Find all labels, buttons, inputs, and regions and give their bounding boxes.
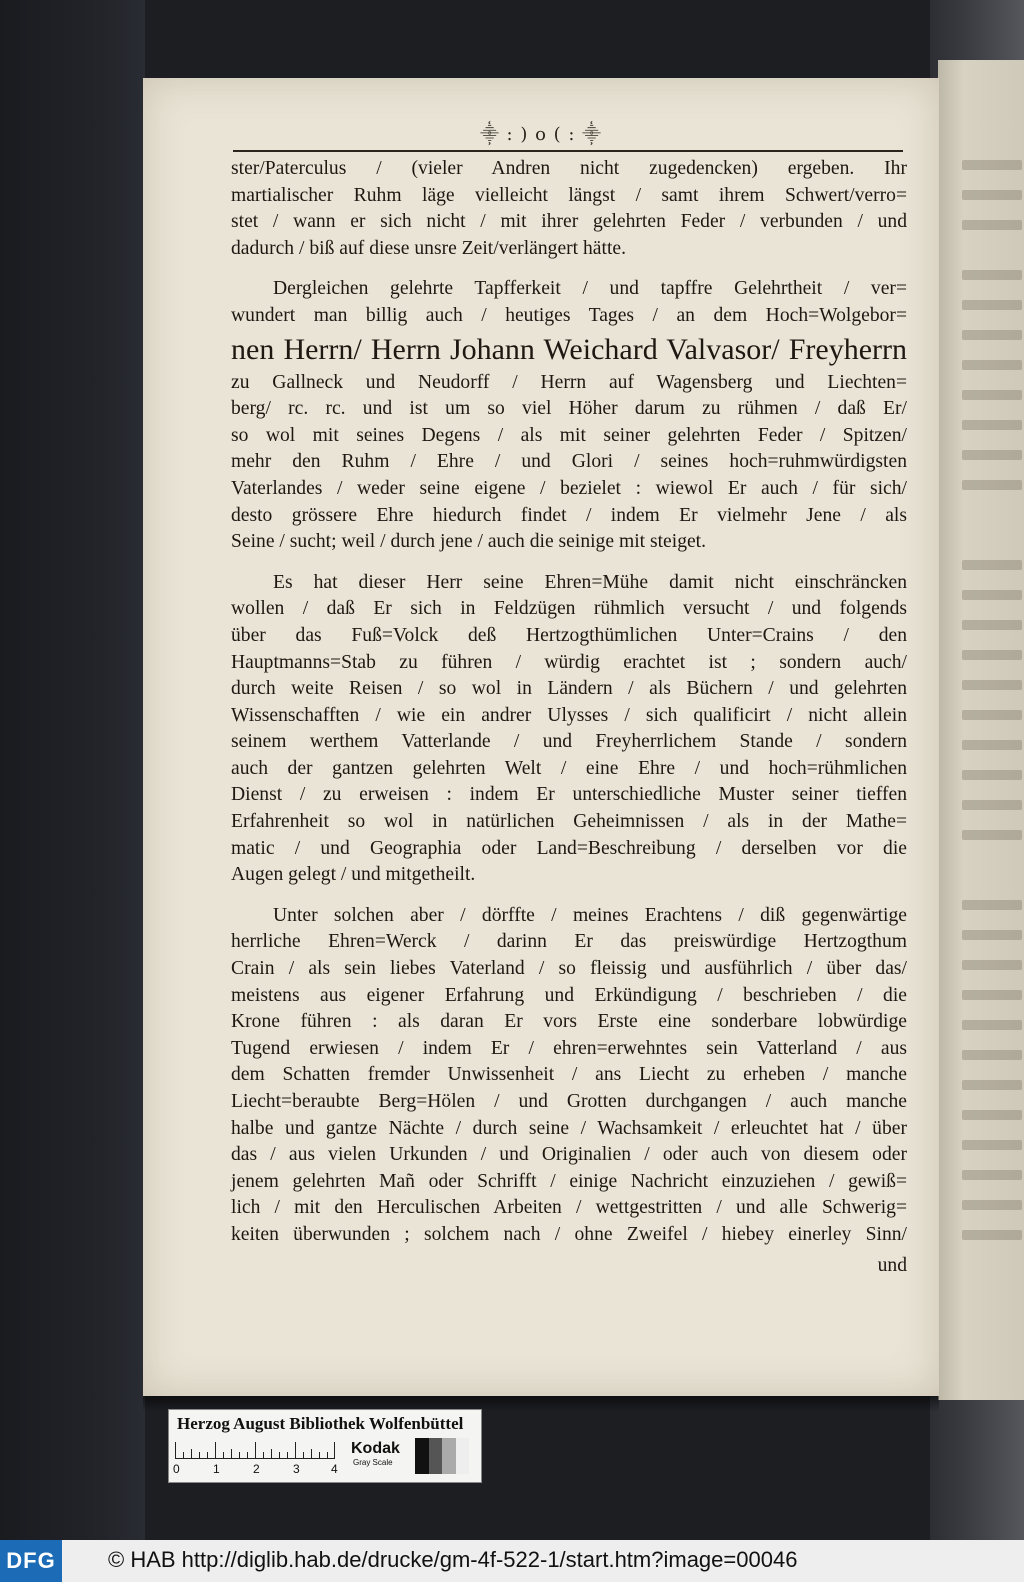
text-line: Tugend erwiesen / indem Er / ehren=erwehntes sein Vatterland / aus (231, 1037, 907, 1059)
text-line: jenem gelehrten Mañ oder Schrifft / einige Nachricht einzuziehen / gewiß= (231, 1170, 907, 1192)
ruler-number: 1 (213, 1462, 220, 1476)
text-line: keiten überwunden ; solchem nach / ohne Zweifel / hiebey einerley Sinn/ (231, 1223, 907, 1245)
ruler-number: 2 (253, 1462, 260, 1476)
text-line: Dergleichen gelehrte Tapfferkeit / und tapffre Gelehrtheit / ver= (273, 278, 907, 300)
footer-bar (0, 1540, 1024, 1582)
ruler-number: 3 (293, 1462, 300, 1476)
gray-scale-caption: Gray Scale (353, 1458, 393, 1467)
text-line: auch der gantzen gelehrten Welt / eine Ehre / und hoch=rühmlichen (231, 757, 907, 779)
text-line: Vaterlandes / weder seine eigene / bezielet : wiewol Er auch / für sich/ (231, 477, 907, 499)
text-line: dadurch / biß auf diese unsre Zeit/verlängert hätte. (231, 237, 626, 259)
text-line: berg/ rc. rc. und ist um so viel Höher darum zu rühmen / daß Er/ (231, 398, 907, 420)
kodak-brand: Kodak (351, 1440, 400, 1457)
text-line: wollen / daß Er sich in Feldzügen rühmlich versucht / und folgends (231, 598, 907, 620)
text-line: ster/Paterculus / (vieler Andren nicht zugedencken) ergeben. Ihr (231, 158, 907, 179)
text-line: Es hat dieser Herr seine Ehren=Mühe damit nicht einschräncken (273, 571, 907, 593)
text-line: mehr den Ruhm / Ehre / und Glori / seines hoch=ruhmwürdigsten (231, 451, 907, 473)
facing-page-edge (938, 60, 1024, 1400)
page-header-ornament: ⸎ : ) o ( : ⸎ (480, 124, 602, 145)
header-rule (233, 150, 903, 152)
text-line: Wissenschafften / wie ein andrer Ulysses / sich qualificirt / nicht allein (231, 704, 907, 726)
scan-background-left (0, 0, 145, 1540)
library-name: Herzog August Bibliothek Wolfenbüttel (177, 1414, 464, 1433)
text-line: dem Schatten fremder Unwissenheit / ans Liecht zu erheben / manche (231, 1064, 907, 1086)
text-line: stet / wann er sich nicht / mit ihrer gelehrten Feder / verbunden / und (231, 211, 907, 233)
text-line: zu Gallneck und Neudorff / Herrn auf Wagensberg und Liechten= (231, 371, 907, 393)
ruler-number: 4 (331, 1462, 338, 1476)
text-line: Dienst / zu erweisen : indem Er unterschiedliche Muster seiner tieffen (231, 784, 907, 806)
text-line: Unter solchen aber / dörffte / meines Erachtens / diß gegenwärtige (273, 904, 907, 926)
text-line: über das Fuß=Volck deß Hertzogthümlichen Unter=Crains / den (231, 624, 907, 646)
text-line: Hauptmanns=Stab zu führen / würdig erachtet ist ; sondern auch/ (231, 651, 907, 673)
footer-url[interactable]: © HAB http://diglib.hab.de/drucke/gm-4f-522-1/start.htm?image=00046 (108, 1547, 798, 1572)
text-line: lich / mit den Herculischen Arbeiten / wettgestritten / und alle Schwerig= (231, 1197, 907, 1219)
text-line: Crain / als sein liebes Vaterland / so fleissig und ausführlich / über das/ (231, 958, 907, 980)
text-line: matic / und Geographia oder Land=Beschreibung / derselben vor die (231, 837, 907, 859)
text-line: herrliche Ehren=Werck / darinn Er das preiswürdige Hertzogthum (231, 931, 907, 953)
text-line: so wol mit seines Degens / als mit seiner gelehrten Feder / Spitzen/ (231, 424, 907, 446)
text-line: meistens aus eigener Erfahrung und Erkündigung / beschrieben / die (231, 984, 907, 1006)
dfg-logo: DFG (0, 1540, 62, 1582)
text-line: durch weite Reisen / so wol in Ländern / als Büchern / und gelehrten (231, 678, 907, 700)
text-line: Krone führen : als daran Er vors Erste eine sonderbare lobwürdige (231, 1011, 907, 1033)
text-line: Seine / sucht; weil / durch jene / auch die seinige mit steiget. (231, 531, 707, 553)
text-line: halbe und gantze Nächte / durch seine / Wachsamkeit / erleuchtet hat / über (231, 1117, 907, 1139)
ruler-numbers (173, 1462, 343, 1478)
text-line: wundert man billig auch / heutiges Tages / an dem Hoch=Wolgebor= (231, 304, 907, 326)
text-line: Erfahrenheit so wol in natürlichen Geheimnissen / als in der Mathe= (231, 811, 907, 833)
text-line: martialischer Ruhm läge vielleicht längst / samt ihrem Schwert/verro= (231, 184, 907, 206)
gray-scale-swatches (415, 1438, 469, 1474)
text-line: Augen gelegt / und mitgetheilt. (231, 864, 476, 886)
text-line: Liecht=beraubte Berg=Hölen / und Grotten durchgangen / auch manche (231, 1091, 907, 1112)
ruler-number: 0 (173, 1462, 180, 1476)
book-page (143, 78, 939, 1396)
library-label-card (168, 1409, 482, 1483)
text-line: desto grössere Ehre hiedurch findet / indem Er vielmehr Jene / als (231, 504, 907, 526)
scale-ruler (175, 1438, 335, 1459)
text-line: das / aus vielen Urkunden / und Originalien / oder auch von diesem oder (231, 1144, 907, 1166)
catchword: und (877, 1254, 907, 1276)
page-body-text (231, 156, 907, 1279)
text-line: seinem werthem Vatterlande / und Freyherrlichem Stande / sondern (231, 731, 907, 753)
text-line-name: nen Herrn/ Herrn Johann Weichard Valvasor/ Freyherrn (231, 332, 907, 366)
